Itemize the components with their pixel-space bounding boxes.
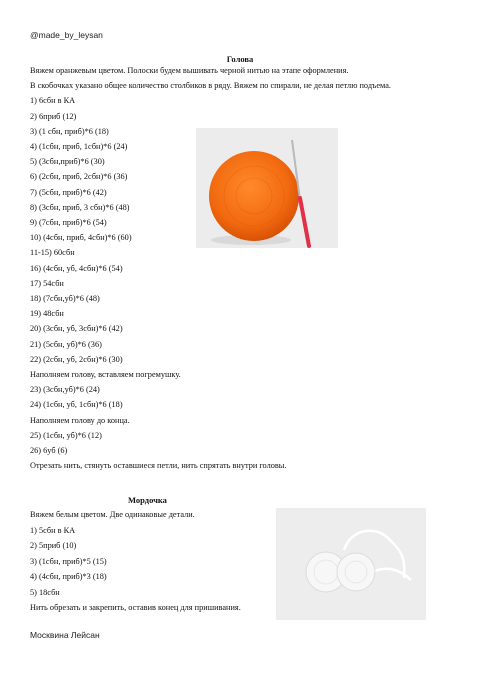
instruction-line: 9) (7сбн, приб)*6 (54) [30, 218, 107, 227]
instruction-line: 3) (1сбн, приб)*5 (15) [30, 556, 107, 566]
instruction-line: 4) (4сбн, приб)*3 (18) [30, 572, 107, 581]
instruction-line: 3) (1 сбн, приб)*6 (18) [30, 126, 109, 136]
instruction-line: 11-15) 60сбн [30, 248, 75, 258]
photo-white-pieces [276, 508, 426, 620]
orange-ball [209, 151, 299, 241]
instruction-line: 16) (4сбн, уб, 4сбн)*6 (54) [30, 263, 123, 273]
instruction-line: Вяжем белым цветом. Две одинаковые детали. [30, 510, 195, 519]
instruction-line: 8) (3сбн, приб, 3 сбн)*6 (48) [30, 202, 130, 212]
section-title-face: Мордочка [128, 495, 167, 505]
instruction-line: 6) (2сбн, приб, 2сбн)*6 (36) [30, 172, 128, 182]
instruction-line: Наполняем голову до конца. [30, 415, 130, 425]
instruction-line: 2) 6приб (12) [30, 111, 77, 121]
white-pieces-illustration [276, 508, 426, 620]
orange-ball-illustration [196, 128, 338, 248]
instruction-line: 17) 54сбн [30, 278, 64, 288]
author-handle: @made_by_leysan [30, 30, 103, 40]
instruction-line: В скобочках указано общее количество столбиков в ряду. Вяжем по спирали, не делая петлю подъема. [30, 81, 391, 91]
white-piece-right [337, 553, 375, 591]
instruction-line: Нить обрезать и закрепить, оставив конец для пришивания. [30, 603, 241, 612]
instruction-line: 25) (1сбн, уб)*6 (12) [30, 430, 102, 440]
instruction-line: 10) (4сбн, приб, 4сбн)*6 (60) [30, 233, 132, 243]
instruction-line: 2) 5приб (10) [30, 541, 77, 550]
photo-orange-ball [196, 128, 338, 248]
instruction-line: Вяжем оранжевым цветом. Полоски будем вышивать черной нитью на этапе оформления. [30, 66, 349, 75]
instruction-line: 18) (7сбн,уб)*6 (48) [30, 294, 100, 303]
instruction-line: 20) (3сбн, уб, 3сбн)*6 (42) [30, 324, 123, 334]
instruction-line: 21) (5сбн, уб)*6 (36) [30, 339, 102, 349]
instruction-line: 26) 6уб (6) [30, 446, 68, 455]
instruction-line: 7) (5сбн, приб)*6 (42) [30, 187, 107, 197]
instruction-line: 19) 48сбн [30, 309, 64, 319]
author-name: Москвина Лейсан [30, 630, 100, 640]
instruction-line: 22) (2сбн, уб, 2сбн)*6 (30) [30, 354, 123, 364]
instruction-line: 4) (1сбн, приб, 1сбн)*6 (24) [30, 142, 128, 151]
instruction-line: 23) (3сбн,уб)*6 (24) [30, 385, 100, 395]
instruction-line: 1) 5сбн в КА [30, 525, 76, 535]
instruction-line: Отрезать нить, стянуть оставшиеся петли, нить спрятать внутри головы. [30, 461, 287, 471]
instruction-line: 1) 6сбн в КА [30, 96, 76, 106]
instruction-line: 5) 18сбн [30, 587, 60, 597]
instruction-line: 5) (3сбн,приб)*6 (30) [30, 157, 105, 167]
section-title-head: Голова [226, 54, 254, 64]
instruction-line: Наполняем голову, вставляем погремушку. [30, 370, 181, 379]
instruction-line: 24) (1сбн, уб, 1сбн)*6 (18) [30, 400, 123, 410]
